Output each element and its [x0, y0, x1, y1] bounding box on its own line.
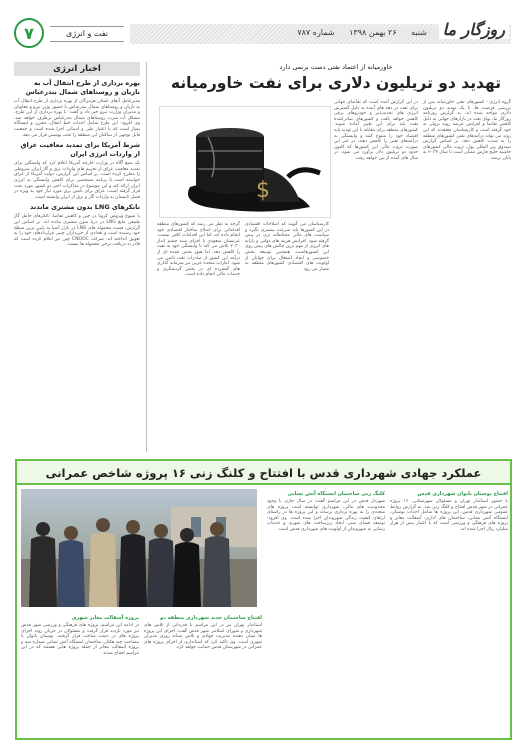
article-column: گرچه به نظر می رسد که کشورهای منطقه اقداماتی برای اصلاح ساختار اقتصادی خود انجام داده اند، اما این اقدامات کافی نیست. عربستان سعودی با اجرای سند چشم انداز ۲۰۳۰ تلاش می کند تا وابستگی خود به نفت را کاهش دهد، اما هنوز بخش عمده ای از درآمد این کشور از صادرات نفت تامین می شود. امارات متحده عربی نیز سرمایه گذاری های گسترده ای در بخش گردشگری و خدمات مالی انجام داده است.: [157, 222, 240, 278]
feature-headline: عملکرد جهادی شهرداری قدس با افتتاح و کلنگ زنی ۱۶ پروژه شاخص عمرانی: [17, 461, 510, 485]
feature-text: استاندار تهران نیز در این مراسم با قدردانی از تلاش های شهرداری و شورای اسلامی شهر قدس گفت: اجرای این پروژه ها نشان دهنده مدیریت جهادی و تلاش شبانه روزی مدیران شهری است. وی تاکید کرد که استانداری از اجرای پروژه های عمرانی در شهرستان قدس حمایت خواهد کرد.: [144, 623, 262, 651]
article-headline: تهدید دو تریلیون دلاری برای نفت خاورمیانه: [170, 74, 502, 92]
feature-column: [267, 489, 385, 736]
article-column: در این گزارش آمده است که تقاضای جهانی برای نفت در دهه های آینده به دلیل گسترش انرژی های تجدیدپذیر و خودروهای برقی کاهش خواهد یافت و کشورهای صادرکننده نفت باید برای این تغییر آماده شوند. کشورهای منطقه برای مقابله با این تهدید باید اقتصاد خود را متنوع کنند و وابستگی به درآمدهای نفتی را کاهش دهند. در غیر این صورت ثروت مالی این کشورها که اکنون حدود دو تریلیون دلار برآورد می شود، در سال های آینده از بین خواهد رفت.: [334, 100, 418, 161]
brief-title: بهره برداری از طرح انتقال آب به نازیان و روستاهای شمال بندرعباس: [25, 79, 140, 96]
newspaper-logo: روزگار ما: [439, 20, 509, 39]
masthead: [14, 22, 511, 46]
officials-group-image: [21, 489, 257, 607]
oil-barrel-icon: [160, 107, 330, 217]
issue-date: ۲۶ بهمن ۱۳۹۸: [349, 28, 397, 37]
feature-column: [144, 613, 262, 736]
article-column: کارشناسان می گویند که اصلاحات اقتصادی در این کشورها باید سرعت بیشتری بگیرد و سیاست های مالی محتاطانه تری در پیش گرفته شود. افزایش هزینه های دولتی و یارانه های انرژی از مهم ترین چالش های پیش روی این کشورهاست. همچنین توسعه بخش خصوصی و ایجاد اشتغال برای جوانان از اولویت های اقتصادی کشورهای منطقه به شمار می رود.: [245, 222, 329, 272]
article-kicker: خاورمیانه از اعتماد نفتی دست برنمی دارد: [279, 63, 393, 71]
feature-column: [21, 613, 139, 736]
brief-title: تانکرهای LNG بدون مشتری ماندند: [30, 203, 140, 212]
officials-photo: [21, 489, 257, 607]
energy-news-header: اخبار انرژی: [14, 62, 140, 76]
brief-title: شرط آمریکا برای تمدید معافیت عراق از واردات انرژی ایران: [20, 141, 140, 159]
energy-news-column: [14, 62, 140, 457]
feature-text: در ادامه این مراسم، پروژه های فرهنگی و ورزشی شهر قدس نیز مورد بازدید قرار گرفت و مسئولان در جریان روند اجرای پروژه های در دست ساخت قرار گرفتند. بوستان بانوان با مساحت چند هکتار، ساختمان ایستگاه آتش نشانی شماره سه و پروژه آسفالت معابر از جمله پروژه هایی هستند که در این مراسم افتتاح شدند.: [21, 623, 139, 656]
feature-text: شهردار قدس در این مراسم گفت: در سال جاری با وجود محدودیت های مالی، شهرداری توانسته است پروژه های متعددی را به بهره برداری برساند و این پروژه ها در راستای ارتقای کیفیت زندگی شهروندان اجرا شده است. وی افزود: توسعه فضای سبز، ایجاد زیرساخت های شهری و خدمات رسانی به شهروندان از اولویت های شهرداری قدس است.: [267, 499, 385, 532]
feature-text: با حضور استاندار تهران و مسئولان شهرستانی، ۱۶ پروژه عمرانی در شهر قدس افتتاح و کلنگ زنی شد. به گزارش روابط عمومی شهرداری قدس، این پروژه ها شامل احداث بوستان، ایستگاه آتش نشانی، ساختمان های اداری، آسفالت معابر و پروژه های فرهنگی و ورزشی است که با اعتبار بیش از هزار میلیارد ریال اجرا شده اند.: [390, 499, 508, 532]
oil-barrel-illustration: [159, 106, 331, 218]
feature-subhead: افتتاح بوستان بانوان شهرداری قدس: [417, 491, 508, 497]
issue-day: شنبه: [411, 28, 427, 37]
issue-number: شماره ۷۸۷: [297, 28, 335, 37]
feature-subhead: پروژه آسفالت معابر شهری: [71, 615, 139, 621]
issue-info: [285, 27, 439, 38]
feature-subhead: کلنگ زنی ساختمان ایستگاه آتش نشانی: [287, 491, 385, 497]
feature-subhead: افتتاح ساختمان جدید شهرداری منطقه دو: [160, 615, 262, 621]
feature-body: [21, 489, 508, 736]
article-body: [157, 100, 511, 452]
page-number: ۷: [14, 18, 44, 48]
brief-text: مدیرعامل آبفای استان هرمزگان از بهره برداری از طرح انتقال آب به نازیان و روستاهای شمال بندرعباس با حضور وزیر نیرو و معاونان و مدیران وزارت نیرو خبر داد و گفت: با بهره برداری از این طرح، مشکل آب شرب روستاهای شمال بندرعباس برطرف خواهد شد. وی افزود: این طرح شامل احداث خط انتقال، مخزن و ایستگاه پمپاژ است که با اعتبار ملی و استانی اجرا شده است و جمعیت قابل توجهی از ساکنان این منطقه را تحت پوشش قرار می دهد.: [14, 99, 140, 138]
feature-box: [15, 459, 512, 740]
svg-text:$: $: [256, 178, 270, 203]
article-column: گروه انرژی - کشورهای نفتی خاورمیانه پس از بررسی فرصت ها، با یک تهدید دو تریلیون دلاری مواجه شده اند. به گزارش روزنامه روزگار ما، بهای نفت در بازارهای جهانی به دلیل کاهش تقاضا و افزایش عرضه روند نزولی به خود گرفته است و کارشناسان معتقدند که این روند می تواند درآمدهای نفتی کشورهای منطقه را به شدت کاهش دهد. بر اساس گزارش صندوق بین المللی پول، ثروت مالی کشورهای حاشیه خلیج فارس ممکن است تا سال ۲۰۳۴ به پایان برسد.: [423, 100, 511, 161]
section-tag: نفت و انرژی: [50, 26, 124, 42]
brief-text: با شیوع ویروس کرونا در چین و کاهش تقاضا، تانکرهای حامل گاز طبیعی مایع LNG در دریا بدون مشتری مانده اند. بر اساس این گزارش، قیمت محموله های LNG در بازار آسیا به پایین ترین سطح خود رسیده است و تعدادی از خریداران چینی قراردادهای خود را به تعویق انداخته اند. شرکت CNOOC چین نیز اعلام کرده است که قادر به دریافت برخی محموله ها نیست.: [14, 214, 140, 248]
column-divider: [146, 62, 147, 452]
brief-text: یک منبع آگاه در وزارت خارجه آمریکا اعلام کرد که واشنگتن برای تمدید معافیت عراق از تحریم های واردات برق و گاز ایران شروطی را مطرح کرده است. بر اساس این گزارش، دولت آمریکا از عراق خواسته است تا برنامه مشخصی برای کاهش وابستگی به انرژی ایران ارائه کند و این موضوع در مذاکرات اخیر دو کشور مورد بحث قرار گرفته است. عراق برای تامین برق مورد نیاز خود به ویژه در فصل تابستان به واردات گاز و برق از ایران وابسته است.: [14, 161, 140, 200]
feature-column: [390, 489, 508, 736]
